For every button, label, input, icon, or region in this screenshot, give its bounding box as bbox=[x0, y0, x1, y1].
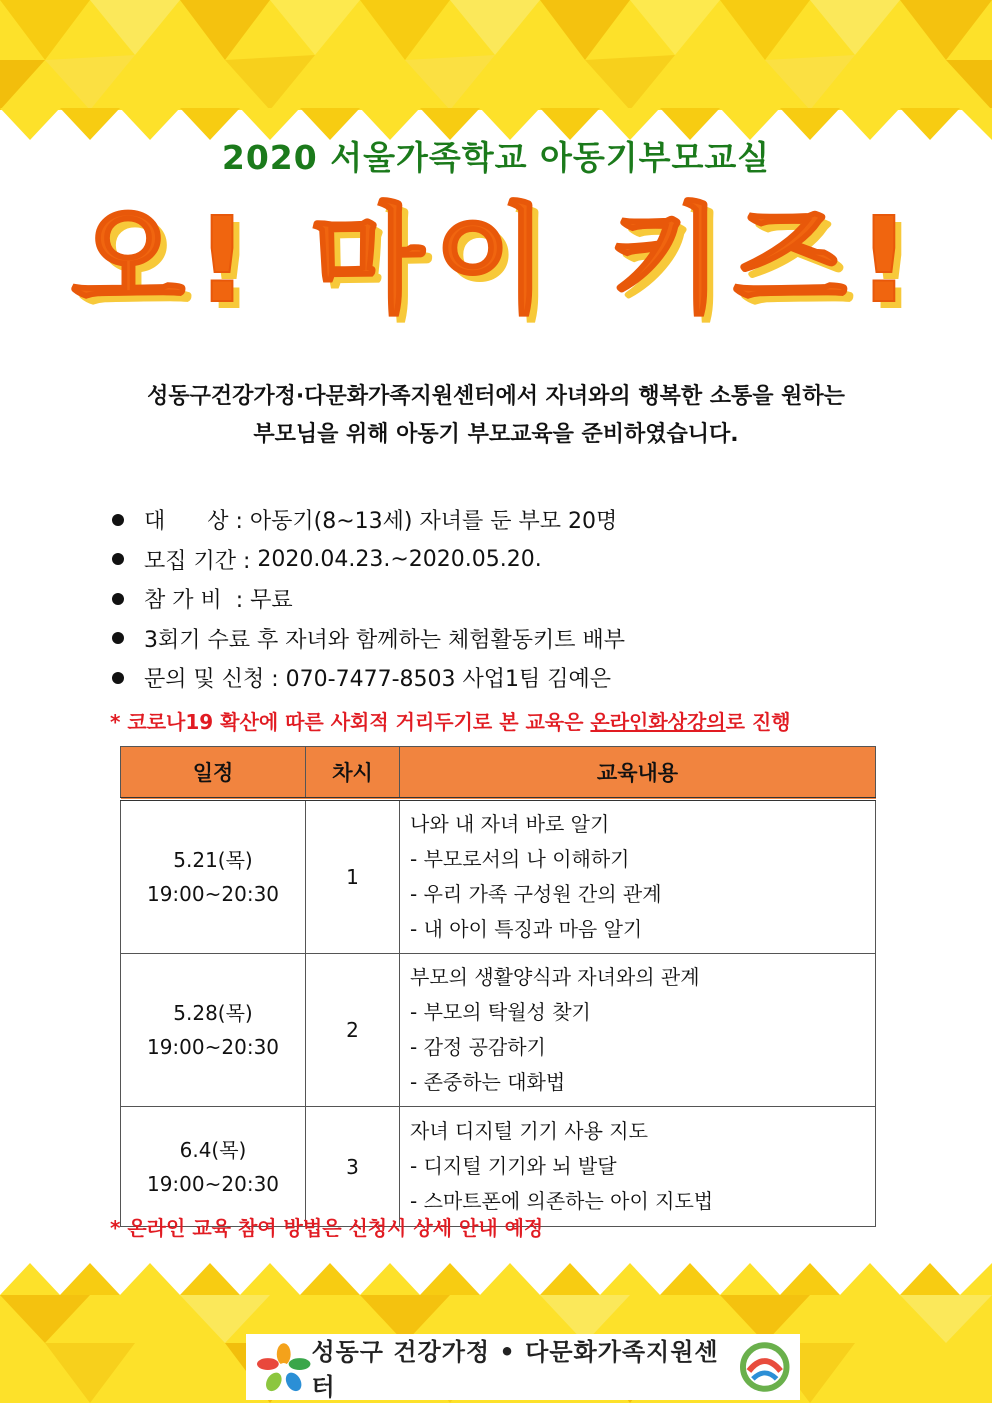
bullet-icon bbox=[112, 593, 124, 605]
date-cell bbox=[121, 1107, 306, 1227]
bullet-icon bbox=[112, 553, 124, 565]
content-line: 자녀 디지털 기기 사용 지도 bbox=[410, 1119, 648, 1143]
time-text: 19:00~20:30 bbox=[146, 882, 280, 906]
intro-text bbox=[0, 378, 992, 454]
bullet-icon bbox=[112, 514, 124, 526]
seongdong-emblem-icon bbox=[739, 1341, 790, 1393]
header-content: 교육내용 bbox=[400, 747, 876, 800]
info-item-period bbox=[112, 540, 932, 580]
content-line: - 부모의 탁월성 찾기 bbox=[410, 1000, 591, 1024]
info-label: 모집 기간 : bbox=[144, 548, 258, 574]
table-row bbox=[121, 954, 876, 1107]
info-item-contact bbox=[112, 658, 932, 698]
content-cell bbox=[400, 1107, 876, 1227]
date-text: 5.28(목) bbox=[173, 1001, 253, 1025]
notice-prefix: * 코로나19 확산에 따른 사회적 거리두기로 본 교육은 bbox=[110, 710, 591, 734]
info-item-kit bbox=[112, 619, 932, 659]
info-value: 무료 bbox=[250, 588, 293, 614]
content-line: 나와 내 자녀 바로 알기 bbox=[410, 812, 610, 836]
content-line: - 존중하는 대화법 bbox=[410, 1070, 566, 1094]
info-item-fee bbox=[112, 579, 932, 619]
header-date: 일정 bbox=[121, 747, 306, 800]
content-line: - 감정 공감하기 bbox=[410, 1035, 546, 1059]
footer-logo-box bbox=[246, 1334, 800, 1400]
notice-underlined: 온라인화상강의 bbox=[590, 710, 726, 734]
content-line: - 우리 가족 구성원 간의 관계 bbox=[410, 882, 662, 906]
info-value: 070-7477-8503 사업1팀 김예은 bbox=[285, 667, 611, 693]
info-value: 2020.04.23.~2020.05.20. bbox=[257, 546, 542, 572]
participation-notice: * 온라인 교육 참여 방법은 신청시 상세 안내 예정 bbox=[110, 1216, 544, 1240]
content-line: - 내 아이 특징과 마음 알기 bbox=[410, 917, 643, 941]
center-logo-icon bbox=[256, 1342, 311, 1392]
content-line: - 부모로서의 나 이해하기 bbox=[410, 847, 630, 871]
session-cell: 1 bbox=[306, 799, 400, 954]
date-cell bbox=[121, 799, 306, 954]
info-list bbox=[112, 500, 932, 698]
bullet-icon bbox=[112, 672, 124, 684]
table-row bbox=[121, 1107, 876, 1227]
intro-line-2: 부모님을 위해 아동기 부모교육을 준비하였습니다. bbox=[253, 422, 739, 447]
online-notice bbox=[110, 706, 791, 735]
schedule-table bbox=[120, 746, 876, 1227]
content-cell bbox=[400, 799, 876, 954]
info-value: 아동기(8~13세) 자녀를 둔 부모 20명 bbox=[249, 509, 618, 535]
session-cell: 3 bbox=[306, 1107, 400, 1227]
date-text: 5.21(목) bbox=[173, 848, 253, 872]
table-header-row bbox=[121, 747, 876, 800]
info-label: 참 가 비 : bbox=[144, 588, 251, 614]
org-name: 성동구 건강가정 • 다문화가족지원센터 bbox=[311, 1338, 719, 1401]
main-title: 오! 마이 키즈! bbox=[71, 191, 921, 329]
content-line: 부모의 생활양식과 자녀와의 관계 bbox=[410, 965, 700, 989]
info-label: 문의 및 신청 : bbox=[144, 667, 286, 693]
time-text: 19:00~20:30 bbox=[146, 1171, 280, 1196]
info-value: 3회기 수료 후 자녀와 함께하는 체험활동키트 배부 bbox=[144, 627, 625, 653]
session-cell: 2 bbox=[306, 954, 400, 1107]
date-cell bbox=[121, 954, 306, 1107]
table-row bbox=[121, 799, 876, 954]
date-text: 6.4(목) bbox=[179, 1137, 247, 1162]
content-cell bbox=[400, 954, 876, 1107]
intro-line-1: 성동구건강가정·다문화가족지원센터에서 자녀와의 행복한 소통을 원하는 bbox=[147, 384, 845, 409]
content-line: - 스마트폰에 의존하는 아이 지도법 bbox=[410, 1189, 714, 1213]
header-session: 차시 bbox=[306, 747, 400, 800]
info-label: 대 상 : bbox=[144, 509, 250, 535]
content-line: - 디지털 기기와 뇌 발달 bbox=[410, 1154, 617, 1178]
info-item-target bbox=[112, 500, 932, 540]
bullet-icon bbox=[112, 632, 124, 644]
subtitle: 2020 서울가족학교 아동기부모교실 bbox=[221, 138, 771, 177]
time-text: 19:00~20:30 bbox=[146, 1035, 280, 1059]
notice-suffix: 로 진행 bbox=[725, 710, 791, 734]
